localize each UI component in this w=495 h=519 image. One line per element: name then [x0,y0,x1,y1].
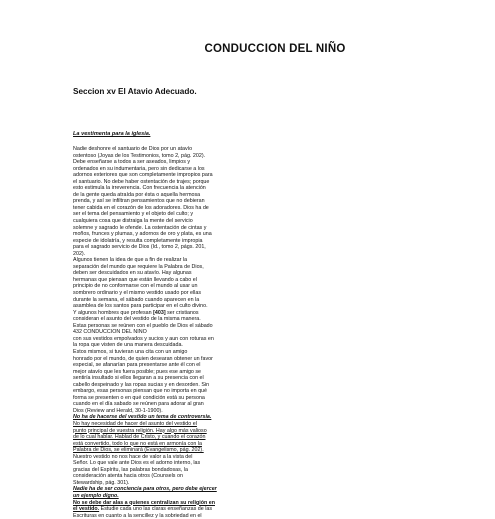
text-segment: No hay necesidad de hacer del asunto del vestido el [73,420,197,427]
text-segment: con sus vestidos empolvados y sucios y aun con roturas en [73,335,214,342]
text-segment: esto estimula la irreverencia. Con frecuencia la atención [73,185,206,192]
text-segment: Nadie ha de ser conciencia para otros, pero debe ejercer [73,486,217,493]
text-segment: moños, frunces y plumas, y adornos de oro y plata, es una [73,231,212,238]
text-segment: Estudie cada uno las claras enseñanzas de las [99,506,213,513]
text-segment: Dios (Review and Herald, 30-1-1900). [73,407,163,414]
text-segment: Algunos tienen la idea de que a fin de realizar la [73,257,188,264]
text-segment: gracias del Espíritu, las palabras bondadosas, la [73,466,188,473]
text-segment: ordenados en su indumentaria, pero sin dedicarse a los [73,165,205,172]
text-segment: adornos exteriores que son completamente impropios para [73,172,213,179]
text-segment: [403] [153,309,166,316]
text-segment: consideran el asunto del vestido de la misma manera. [73,316,201,323]
text-segment: 432 CONDUCCION DEL NIÑO [73,329,147,336]
text-segment: Estas personas se reúnen con el pueblo de Dios el sábado [73,322,213,329]
text-segment: para el sagrado servicio de Dios (Id., tomo 2, págs. 201, [73,244,206,251]
section-heading: Seccion xv El Atavio Adecuado. [73,87,197,96]
text-segment: cabello despeinado y las ropas sucias y en desorden. Sin [73,381,210,388]
text-segment: solemne y sagrado le ofende. La ostentación de cintas y [73,224,207,231]
text-segment: Palabra de Dios, se eliminará (Evangelismo, pág. 202). [73,447,204,454]
text-segment: el vestido. [73,506,100,513]
text-segment: Nadie deshonre el santuario de Dios por un atavío [73,146,193,152]
text-segment: sombrero ordinario y el mismo vestido usado por ellas [73,290,202,297]
text-segment: Señor. Lo que vale ante Dios es el adorno interno, las [73,460,201,467]
text-segment: especie de idolatría, y resulta completamente impropia [73,237,203,244]
text-segment: Estos mismos, si tuvieran una cita con un amigo [73,348,188,355]
text-segment: consideración atenta hacia otros (Counsels on [73,473,183,480]
text-segment: punto principal de vuestra religión. Hay algo más valioso [73,427,207,434]
text-segment: No ha de hacerse del vestido un tema de controversia. [73,414,212,421]
text-segment: cuando en el día sabado se reúnen para adorar al gran [73,401,204,408]
text-segment: 202). [73,250,86,257]
subheading: La vestimenta para la iglesia. [73,131,151,137]
text-segment: sentiría insultado si ellos llegaran a su presencia con el [73,375,204,382]
text-segment: de la gente queda atraída por ésta o aquella hermosa [73,191,201,198]
text-segment: un ejemplo digno. [73,492,119,499]
text-segment: No se debe dar alas a quienes centralizan su religión en [73,499,215,506]
text-segment: tener cabida en el corazón de los adoradores. Dios ha de [73,204,209,211]
text-segment: forma se presenten o en qué condición está su persona [73,394,205,401]
text-segment: Stewardship, pág. 301). [73,479,130,486]
text-segment: Debe enseñarse a todos a ser aseados, limpios y [73,159,191,166]
text-segment: el santuario. No debe haber ostentación de trajes; porque [73,178,210,185]
text-segment: Nuestro vestido no nos hace de valor a la vista del [73,453,193,460]
text-segment: prenda, y así se infiltran pensamientos que no debieran [73,198,205,205]
text-segment: de lo cual hablar. Hablad de Cristo, y cuando el corazón [73,434,206,441]
text-line [73,513,373,519]
text-segment: está convertido, todo lo que no está en armonía con la [73,440,202,447]
text-segment: ostentoso (Joyas de los Testimonios, tomo 2, pág. 202). [73,152,206,159]
text-segment: cualquiera cosa que distraiga la mente del servicio [73,218,193,225]
text-segment: separación del mundo que requiere la Palabra de Dios, [73,263,204,270]
text-segment: deben ser descuidados en su atavío. Hay algunas [73,270,192,277]
text-segment: embargo, esas personas piensan que no importa en qué [73,388,207,395]
text-segment: hermanas que piensan que están llevando a cabo el [73,276,197,283]
body-text [73,146,373,519]
text-segment: durante la semana, el sábado cuando aparecen en la [73,296,200,303]
text-segment: ser el tema del pensamiento y el objeto del culto; y [73,211,194,218]
text-segment: Y algunos hombres que profesan [73,309,154,316]
text-segment: mejor atavío que les fuera posible; pues ese amigo se [73,368,202,375]
text-segment: honrado por el mundo, de quien desearan obtener un favor [73,355,213,362]
text-segment: principio de no conformarse con el mundo al usar un [73,283,198,290]
text-segment: especial, se afanarían para presentarse ante él con el [73,362,201,369]
text-segment: Escrituras en cuanto a la sencillez y la sobriedad en el [73,512,202,519]
text-segment: la ropa que visten de una manera descuidada. [73,342,183,349]
text-segment: ser cristianos [165,309,199,316]
document-title: CONDUCCION DEL NIÑO [204,43,346,55]
text-segment: asamblea de los santos para participar en el culto divino. [73,303,208,310]
